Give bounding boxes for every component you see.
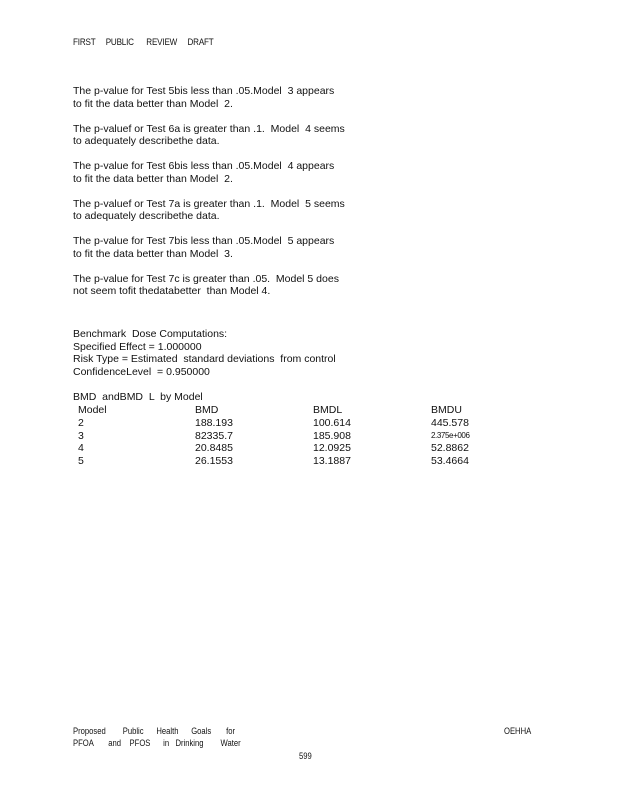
paragraph: The p-value for Test 6bis less than .05.Model 4 appears to fit the data better than Model 2.	[73, 160, 335, 185]
table-caption: BMD andBMD L by Model	[73, 391, 203, 403]
paragraph: The p-value for Test 7bis less than .05.Model 5 appears to fit the data better than Model 3.	[73, 235, 335, 260]
model-test-paragraphs	[73, 85, 393, 310]
paragraph: The p-valuef or Test 7a is greater than .1. Model 5 seems to adequately describethe data.	[73, 197, 345, 223]
specified-effect: Specified Effect = 1.000000	[73, 340, 202, 353]
footer-title-line1: Proposed Public Health Goals for	[73, 726, 236, 736]
paragraph: The p-value for Test 7c is greater than .05. Model 5 does not seem tofit thedatabetter than Model 4.	[73, 272, 339, 298]
header-model: Model	[78, 404, 107, 416]
paragraph: The p-value for Test 5bis less than .05.Model 3 appears to fit the data better than Model 2.	[73, 85, 335, 110]
header-bmdl: BMDL	[313, 404, 343, 416]
benchmark-title: Benchmark Dose Computations:	[73, 328, 228, 340]
page-number: 599	[299, 751, 312, 761]
footer-agency: OEHHA	[504, 726, 532, 736]
header-bmd: BMD	[195, 404, 219, 416]
risk-type: Risk Type = Estimated standard deviations from control	[73, 353, 336, 366]
page-header: FIRST PUBLIC REVIEW DRAFT	[73, 37, 214, 48]
footer-title-line2: PFOA and PFOS in Drinking Water	[73, 738, 241, 748]
confidence-level: ConfidenceLevel = 0.950000	[73, 365, 210, 378]
paragraph: The p-valuef or Test 6a is greater than .1. Model 4 seems to adequately describethe data.	[73, 122, 345, 148]
benchmark-section	[73, 328, 336, 378]
header-bmdu: BMDU	[431, 404, 462, 416]
